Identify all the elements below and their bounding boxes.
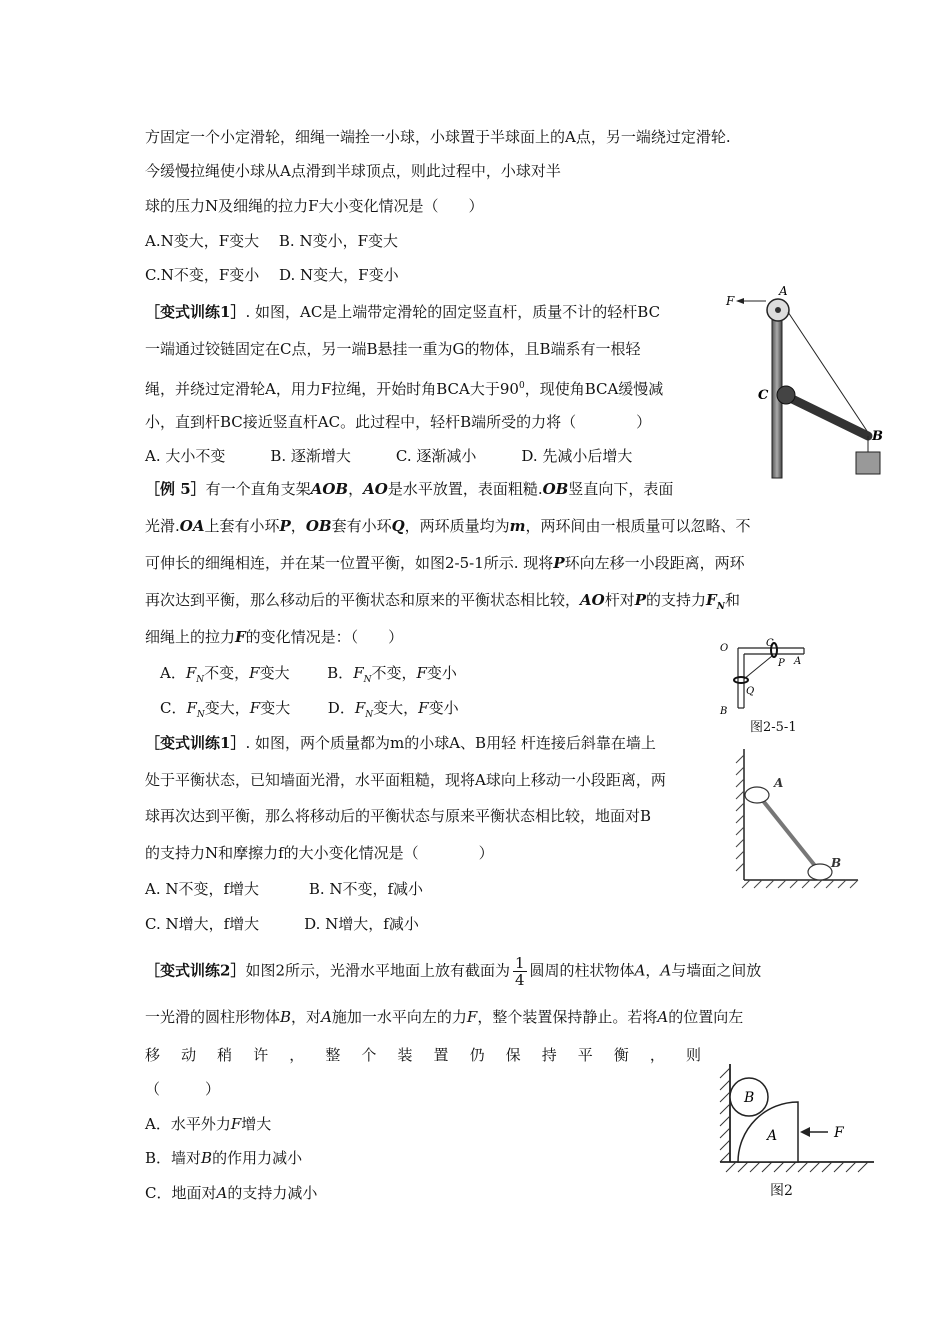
svg-text:C: C bbox=[766, 638, 774, 649]
wall-rod-figure bbox=[730, 745, 865, 895]
v1a-line1: ［变式训练1］. 如图，AC是上端带定滑轮的固定竖直杆，质量不计的轻杆BC bbox=[145, 303, 661, 321]
v1a-line2: 一端通过铰链固定在C点，另一端B悬挂一重为G的物体，且B端系有一根轻 bbox=[145, 340, 641, 358]
ex5-line1: ［例 5］有一个直角支架AOB，AO是水平放置，表面粗糙.OB竖直向下，表面 bbox=[145, 480, 674, 498]
ex5-options-cd: C．$F_N$变大，F变大 D．$F_N$变大，F变小 bbox=[160, 699, 459, 720]
v1a-line4: 小，直到杆BC接近竖直杆AC。此过程中，轻杆B端所受的力将（ ） bbox=[145, 413, 652, 431]
svg-text:B: B bbox=[744, 1090, 755, 1106]
q-intro-options-ab: A.N变大，F变大 B. N变小，F变大 bbox=[145, 232, 398, 250]
label-b: B bbox=[872, 429, 883, 444]
label-a: A bbox=[779, 284, 788, 298]
svg-text:A: A bbox=[794, 656, 802, 667]
v1b-line1: ［变式训练1］. 如图，两个质量都为m的小球A、B用轻 杆连接后斜靠在墙上 bbox=[145, 734, 656, 752]
ex5-options-ab: A．$F_N$不变，F变大 B．$F_N$不变，F变小 bbox=[160, 664, 457, 685]
ex5-line2: 光滑.OA上套有小环P，OB套有小环Q，两环质量均为m，两环间由一根质量可以忽略、不 bbox=[145, 517, 751, 535]
ex5-line5: 细绳上的拉力F的变化情况是：（ ） bbox=[145, 628, 404, 646]
v2-option-c: C．地面对A的支持力减小 bbox=[145, 1184, 318, 1202]
svg-text:O: O bbox=[720, 643, 729, 654]
label-c: C bbox=[758, 388, 769, 403]
quarter-fraction: $\frac{1}{4}$ bbox=[515, 954, 525, 989]
ex5-line3: 可伸长的细绳相连，并在某一位置平衡，如图2-5-1所示. 现将P环向左移一小段距离，两环 bbox=[145, 554, 745, 572]
q-intro-line2: 今缓慢拉绳使小球从A点滑到半球顶点，则此过程中，小球对半 bbox=[145, 162, 561, 180]
q-intro-line1: 方固定一个小定滑轮，细绳一端拴一小球，小球置于半球面上的A点，另一端绕过定滑轮. bbox=[145, 128, 731, 146]
v1b-line3: 球再次达到平衡，那么将移动后的平衡状态与原来平衡状态相比较，地面对B bbox=[145, 807, 652, 825]
v2-option-b: B．墙对B的作用力减小 bbox=[145, 1149, 303, 1167]
v2-tag: ［变式训练2］ bbox=[145, 961, 246, 980]
rod-bc bbox=[784, 395, 868, 436]
light-rod bbox=[760, 797, 820, 872]
v1b-options-ab: A. N不变，f增大 B. N不变，f减小 bbox=[145, 880, 424, 898]
force-arrow-icon bbox=[736, 298, 744, 304]
v2-line1: ［变式训练2］如图2所示，光滑水平地面上放有截面为 $\frac{1}{4}$ 圆周的柱状物体A，A与墙面之间放 bbox=[145, 954, 762, 989]
figure-caption-2-5-1: 图2-5-1 bbox=[750, 720, 797, 735]
q-intro-options-cd: C.N不变，F变小 D. N变大，F变小 bbox=[145, 266, 399, 284]
svg-text:A: A bbox=[767, 1128, 778, 1144]
ball-b-icon bbox=[808, 864, 832, 880]
svg-text:B: B bbox=[831, 856, 842, 870]
v1b-line2: 处于平衡状态，已知墙面光滑，水平面粗糙，现将A球向上移动一小段距离，两 bbox=[145, 771, 666, 789]
force-f-arrow-icon bbox=[800, 1127, 810, 1137]
svg-text:F: F bbox=[834, 1125, 844, 1141]
v2-line4: （ ） bbox=[145, 1080, 221, 1098]
v1b-tag: ［变式训练1］ bbox=[145, 734, 246, 752]
hanging-weight-icon bbox=[856, 452, 880, 474]
v2-line2: 一光滑的圆柱形物体B，对A施加一水平向左的力F，整个装置保持静止。若将A的位置向左 bbox=[145, 1008, 744, 1026]
v1b-line4: 的支持力N和摩擦力f的大小变化情况是（ ） bbox=[145, 844, 494, 862]
svg-text:B: B bbox=[720, 706, 728, 717]
svg-text:P: P bbox=[778, 658, 785, 669]
v2-line3: 移 动 稍 许 ， 整 个 装 置 仍 保 持 平 衡 ， 则 bbox=[145, 1046, 701, 1064]
ex5-line4: 再次达到平衡，那么移动后的平衡状态和原来的平衡状态相比较，AO杆对P的支持力$F_N$和 bbox=[145, 591, 740, 612]
v2-option-a: A．水平外力F增大 bbox=[145, 1115, 272, 1133]
q-intro-line3: 球的压力N及细绳的拉力F大小变化情况是（ ） bbox=[145, 197, 484, 215]
v1a-tag: ［变式训练1］ bbox=[145, 303, 246, 321]
ball-a-icon bbox=[745, 787, 769, 803]
string-pq bbox=[744, 656, 772, 679]
svg-text:Q: Q bbox=[746, 686, 755, 697]
label-f: F bbox=[726, 294, 735, 308]
bracket-figure bbox=[716, 636, 816, 716]
figure-2 bbox=[712, 1062, 882, 1177]
figure-caption-2: 图2 bbox=[770, 1183, 793, 1199]
ex5-tag: ［例 5］ bbox=[145, 480, 206, 498]
pulley-figure bbox=[722, 282, 892, 482]
v1a-options: A. 大小不变 B. 逐渐增大 C. 逐渐减小 D. 先减小后增大 bbox=[145, 447, 633, 465]
svg-text:A: A bbox=[774, 776, 784, 790]
v1b-options-cd: C. N增大，f增大 D. N增大，f减小 bbox=[145, 915, 419, 933]
hinge-c-icon bbox=[777, 386, 795, 404]
v1a-line3: 绳，并绕过定滑轮A，用力F拉绳，开始时角BCA大于$90^0$，现使角BCA缓慢减 bbox=[145, 380, 664, 398]
